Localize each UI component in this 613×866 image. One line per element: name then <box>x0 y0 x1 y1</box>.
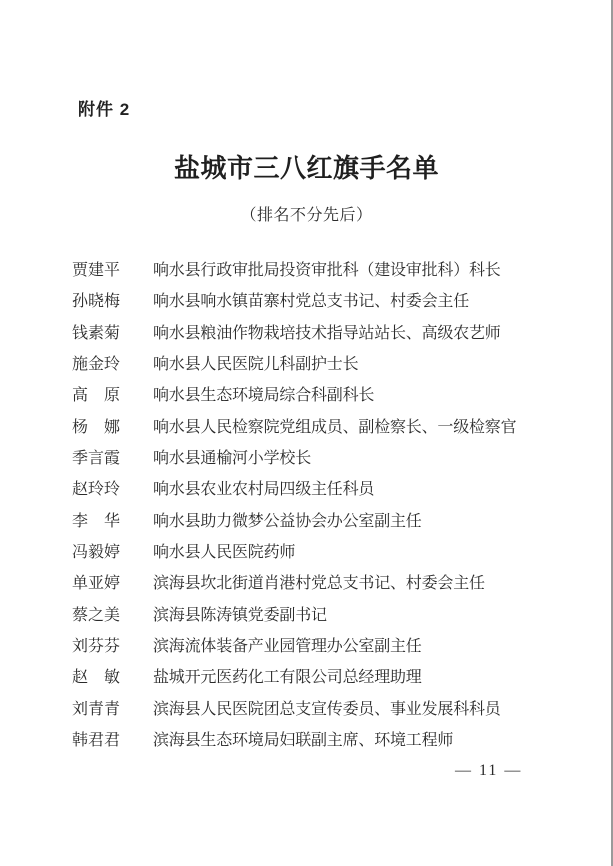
list-item <box>72 476 572 507</box>
person-title: 响水县行政审批局投资审批科（建设审批科）科长 <box>153 262 501 279</box>
list-item <box>72 288 572 319</box>
list-item <box>72 602 572 633</box>
list-item <box>72 445 572 476</box>
page-number: — 11 — <box>455 762 523 779</box>
person-name: 赵玲玲 <box>72 481 121 499</box>
list-item <box>72 633 572 664</box>
person-name: 韩君君 <box>72 732 121 750</box>
person-title: 响水县粮油作物栽培技术指导站站长、高级农艺师 <box>153 324 501 342</box>
person-name: 蔡之美 <box>72 606 121 624</box>
list-item <box>72 382 572 413</box>
person-name: 钱素菊 <box>72 324 121 342</box>
list-item <box>72 696 572 727</box>
person-title: 滨海县坎北街道肖港村党总支书记、村委会主任 <box>153 575 485 593</box>
list-item <box>72 320 572 351</box>
person-title: 滨海县陈涛镇党委副书记 <box>153 606 327 624</box>
person-name: 冯毅婷 <box>72 544 121 562</box>
list-item <box>72 351 572 382</box>
person-name: 季言霞 <box>72 450 121 468</box>
list-item <box>72 727 572 758</box>
person-name: 孙晓梅 <box>72 293 121 311</box>
person-title: 响水县响水镇苗寨村党总支书记、村委会主任 <box>153 293 470 311</box>
person-title: 响水县人民医院药师 <box>153 544 296 562</box>
person-title: 响水县生态环境局综合科副科长 <box>153 387 375 405</box>
person-name: 高原 <box>72 387 120 405</box>
list-item <box>72 539 572 570</box>
list-item <box>72 257 572 288</box>
person-name: 刘芬芬 <box>72 638 121 656</box>
person-name: 贾建平 <box>72 262 121 279</box>
person-name: 施金玲 <box>72 356 121 374</box>
person-title: 滨海流体装备产业园管理办公室副主任 <box>153 638 422 656</box>
list-item <box>72 664 572 695</box>
list-item <box>72 414 572 445</box>
honoree-list <box>72 257 572 759</box>
person-title: 盐城开元医药化工有限公司总经理助理 <box>153 669 422 687</box>
person-name: 赵敏 <box>72 669 120 687</box>
person-name: 杨娜 <box>72 418 120 436</box>
person-title: 滨海县人民医院团总支宣传委员、事业发展科科员 <box>153 700 501 718</box>
list-item <box>72 508 572 539</box>
person-title: 响水县人民医院儿科副护士长 <box>153 356 359 374</box>
person-name: 刘青青 <box>72 700 121 718</box>
person-title: 响水县人民检察院党组成员、副检察长、一级检察官 <box>153 418 517 436</box>
person-title: 响水县通榆河小学校长 <box>153 450 312 468</box>
person-title: 响水县助力微梦公益协会办公室副主任 <box>153 512 422 530</box>
person-name: 单亚婷 <box>72 575 121 593</box>
page-subtitle: （排名不分先后） <box>240 207 373 224</box>
person-title: 滨海县生态环境局妇联副主席、环境工程师 <box>153 732 454 750</box>
person-title: 响水县农业农村局四级主任科员 <box>153 481 375 499</box>
page-title: 盐城市三八红旗手名单 <box>173 154 439 183</box>
person-name: 李华 <box>72 512 120 530</box>
attachment-label: 附件 2 <box>78 100 131 119</box>
list-item <box>72 570 572 601</box>
